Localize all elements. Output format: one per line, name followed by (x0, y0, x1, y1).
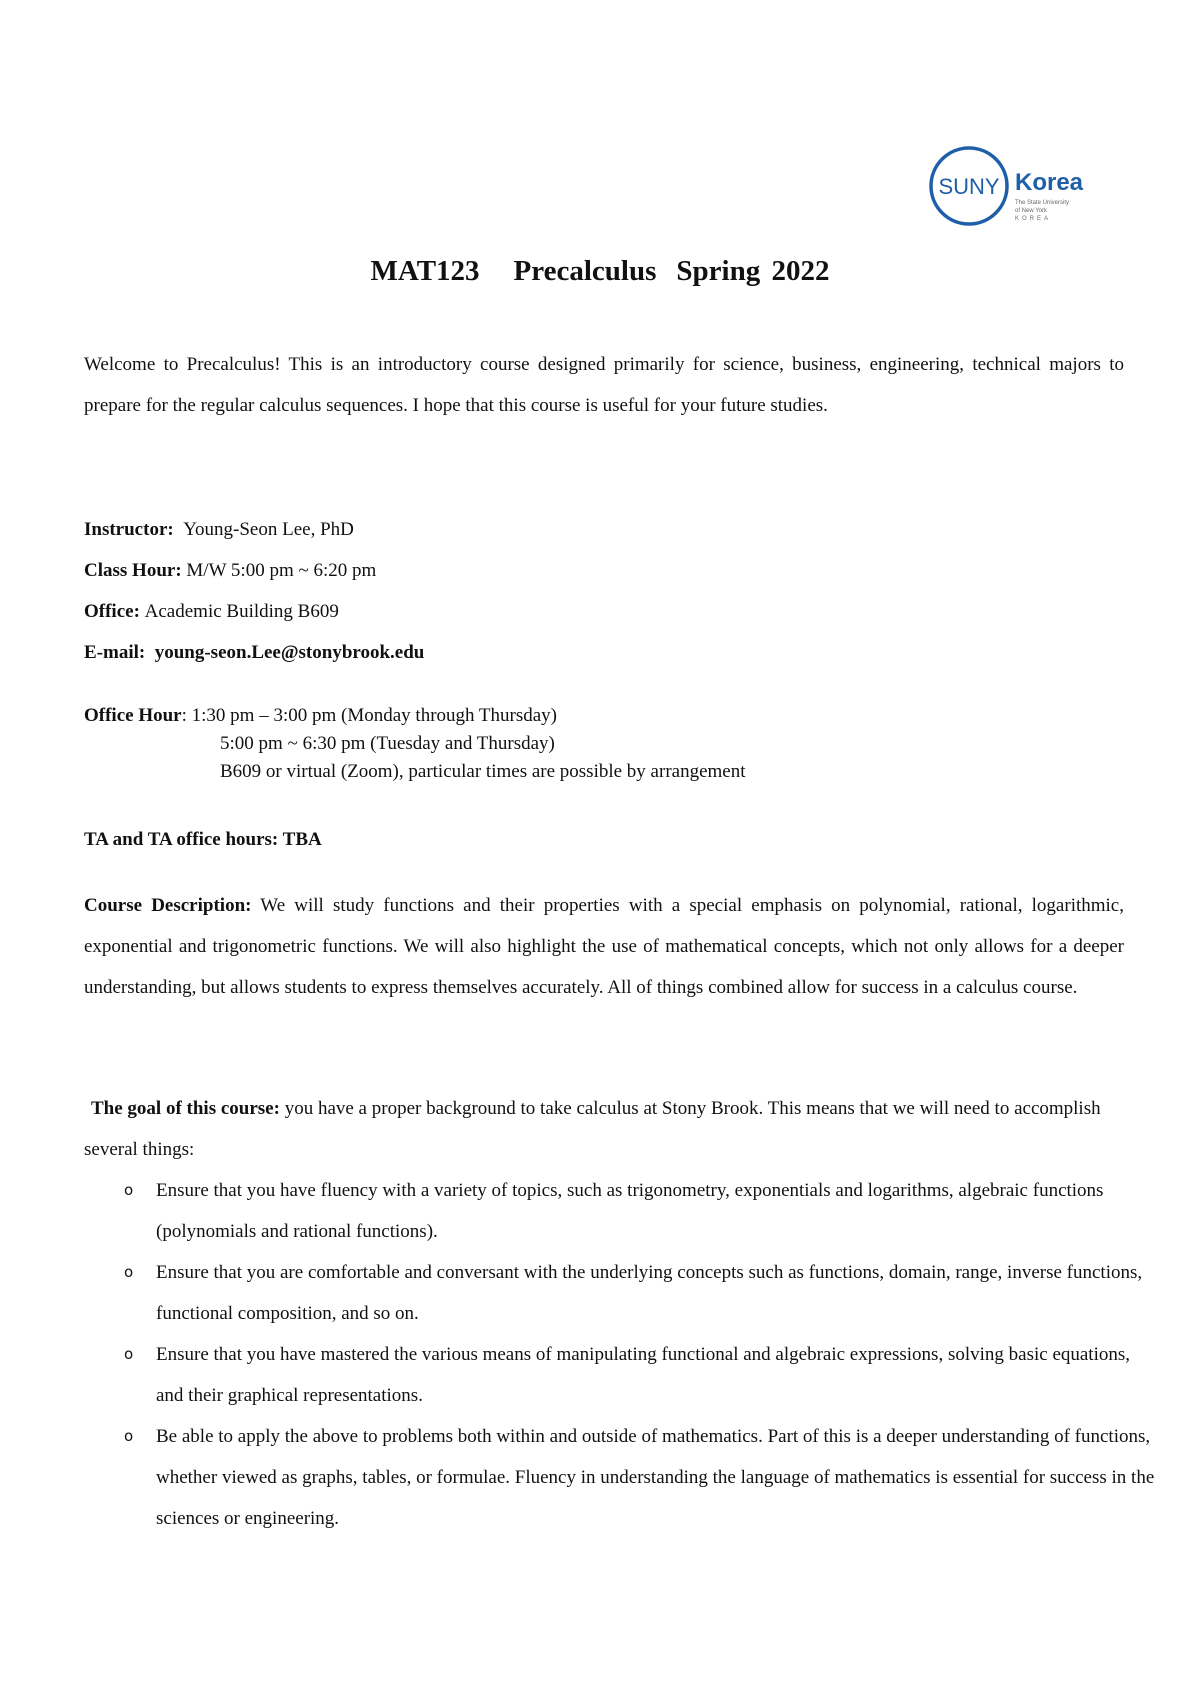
course-description (84, 885, 1124, 1008)
office-hours (84, 702, 1124, 786)
office-hour-label: Office Hour (84, 705, 182, 726)
goal-item-text: Ensure that you are comfortable and conversant with the underlying concepts such as functions, domain, range, inverse functions, functional composition, and so on. (156, 1262, 1143, 1324)
email-label: E-mail: (84, 642, 146, 663)
office-row (84, 591, 1124, 632)
logo-subtext-2: of New York (1015, 208, 1048, 214)
course-info (84, 509, 1124, 673)
instructor-row (84, 509, 1124, 550)
logo-subtext-1: The State University (1015, 200, 1070, 206)
goal-item-text: Ensure that you have mastered the various means of manipulating functional and algebraic expressions, solving basic equations, and their graphical representations. (156, 1344, 1131, 1406)
course-name: Precalculus (513, 255, 657, 287)
goal-intro (84, 1088, 1124, 1170)
class-hour-label: Class Hour: (84, 560, 182, 581)
office-hour-location: B609 or virtual (Zoom), particular times are possible by arrangement (220, 761, 746, 782)
office-hour-time-1: 1:30 pm – 3:00 pm (Monday through Thursday) (191, 705, 558, 726)
class-hour-value: M/W 5:00 pm ~ 6:20 pm (186, 560, 377, 581)
office-hour-line-1: Office Hour: 1:30 pm – 3:00 pm (Monday through Thursday) (84, 705, 558, 726)
office-hour-time-2: 5:00 pm ~ 6:30 pm (Tuesday and Thursday) (220, 733, 555, 754)
ta-office-hours: TA and TA office hours: TBA (84, 829, 322, 850)
course-description-text: We will study functions and their properties with a special emphasis on polynomial, rational, logarithmic, exponential and trigonometric functions. We will also highlight the use of mathematical concepts, which not only allows for a deeper understanding, but allows students to express themselves accurately. All of things combined allow for success in a calculus course. (84, 895, 1124, 998)
goal-item-text: Be able to apply the above to problems both within and outside of mathematics. Part of this is a deeper understanding of functions, whether viewed as graphs, tables, or formulae. Fluency in understanding the language of mathematics is essential for success in the sciences or engineering. (156, 1426, 1155, 1529)
office-label: Office: (84, 601, 140, 622)
course-title (0, 255, 1200, 288)
bullet-marker: o (124, 1181, 134, 1199)
goal-item (84, 1252, 1156, 1334)
course-term: Spring 2022 (676, 255, 830, 287)
instructor-value: Young-Seon Lee, PhD (183, 519, 354, 540)
intro-paragraph: Welcome to Precalculus! This is an introductory course designed primarily for science, business, engineering, technical majors to prepare for the regular calculus sequences. I hope that this course is useful for your future studies. (84, 354, 1124, 416)
goal-item-text: Ensure that you have fluency with a variety of topics, such as trigonometry, exponentials and logarithms, algebraic functions (polynomials and rational functions). (156, 1180, 1104, 1242)
goal-item (84, 1416, 1156, 1539)
goal-item (84, 1334, 1156, 1416)
course-description-label: Course Description: (84, 895, 252, 916)
class-hour-row (84, 550, 1124, 591)
bullet-marker: o (124, 1263, 134, 1281)
goal-text: you have a proper background to take calculus at Stony Brook. This means that we will need to accomplish several things: (84, 1098, 1101, 1160)
logo-suny-text: SUNY (938, 174, 1000, 199)
bullet-marker: o (124, 1427, 134, 1445)
instructor-label: Instructor: (84, 519, 174, 540)
suny-korea-logo (929, 144, 1089, 230)
course-goal (84, 1088, 1155, 1539)
bullet-marker: o (124, 1345, 134, 1363)
goal-item (84, 1170, 1156, 1252)
course-code: MAT123 (370, 255, 480, 287)
goal-list (84, 1170, 1155, 1539)
email-row (84, 632, 1124, 673)
email-value[interactable]: young-seon.Lee@stonybrook.edu (154, 642, 425, 663)
logo-subtext-3: KOREA (1015, 216, 1052, 222)
goal-label: The goal of this course: (91, 1098, 280, 1119)
office-value: Academic Building B609 (144, 601, 339, 622)
logo-korea-text: Korea (1015, 169, 1084, 196)
